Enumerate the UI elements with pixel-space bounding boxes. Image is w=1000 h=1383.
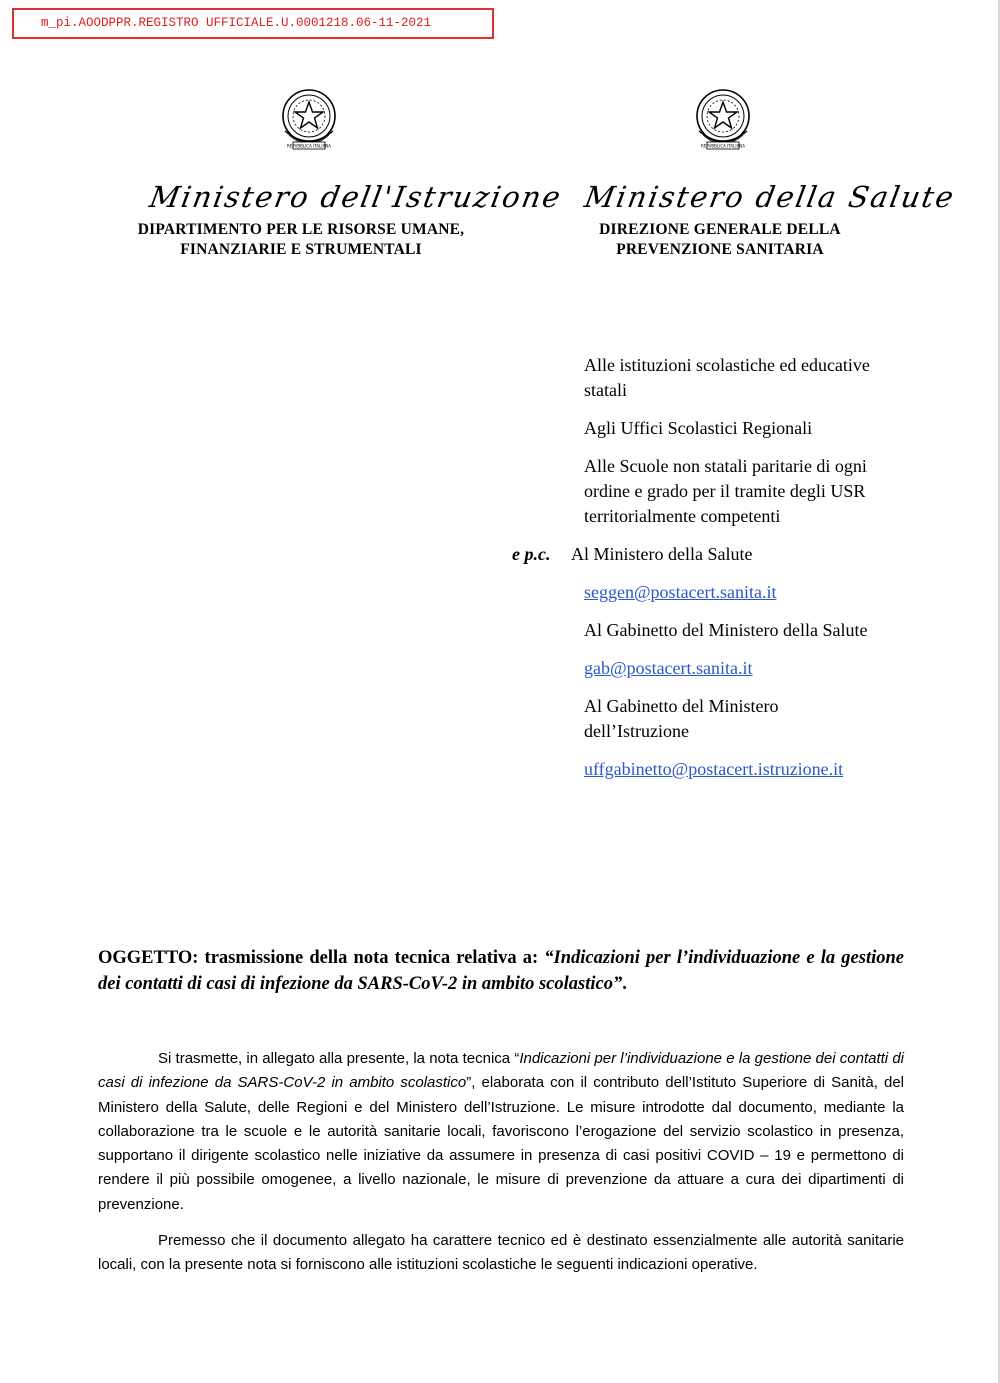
recipient-private-line2: ordine e grado per il tramite degli USR <box>584 481 866 501</box>
recipient-cabinet-edu-line1: Al Gabinetto del Ministero <box>584 696 779 716</box>
subject-end: . <box>622 974 627 994</box>
recipient-ministry-health: Al Ministero della Salute <box>571 544 753 564</box>
email-link-gab[interactable]: gab@postacert.sanita.it <box>584 658 753 678</box>
email-link-seggen[interactable]: seggen@postacert.sanita.it <box>584 582 777 602</box>
department-right-line1: DIREZIONE GENERALE DELLA <box>599 221 841 238</box>
protocol-stamp: m_pi.AOODPPR.REGISTRO UFFICIALE.U.0001218.06-11-2021 <box>12 8 494 39</box>
department-left <box>100 220 502 260</box>
recipient-usr: Agli Uffici Scolastici Regionali <box>584 418 813 438</box>
recipient-schools-line2: statali <box>584 380 627 400</box>
recipient-cabinet-edu-line2: dell’Istruzione <box>584 721 689 741</box>
republic-emblem-right <box>689 85 757 157</box>
recipient-cabinet-education <box>584 694 914 744</box>
recipient-private-schools <box>584 454 914 529</box>
body-paragraph-2: Premesso che il documento allegato ha carattere tecnico ed è destinato essenzialmente alle autorità sanitarie locali, con la presente nota si forniscono alle istituzioni scolastiche le seguenti indicazioni operative. <box>98 1232 904 1274</box>
body-p1-title: Indicazioni per l’individuazione e la gestione dei contatti di casi di infezione da SARS-CoV-2 in ambito scolastico <box>98 1050 904 1092</box>
recipient-cabinet-health: Al Gabinetto del Ministero della Salute <box>584 620 868 640</box>
department-right-line2: PREVENZIONE SANITARIA <box>616 241 824 258</box>
subject-quote: “Indicazioni per l’individuazione e la gestione dei contatti di casi di infezione da SARS-CoV-2 in ambito scolastico” <box>98 948 904 994</box>
recipient-private-line3: territorialmente competenti <box>584 506 781 526</box>
department-left-line2: FINANZIARIE E STRUMENTALI <box>180 241 422 258</box>
body-p1-rest: ”, elaborata con il contributo dell’Istituto Superiore di Sanità, del Ministero della Salute, delle Regioni e del Ministero dell’Istruzione. Le misure introdotte dal documento, mediante la collaborazione tra le scuole e le autorità sanitarie locali, favoriscono l’erogazione del servizio scolastico in presenza, supportano il dirigente scolastico nelle iniziative da assumere in presenza di casi positivi COVID – 19 e permettono di rendere il più possibile omogenee, a livello nazionale, le misure di prevenzione da attuare a cura dei dipartimenti di prevenzione. <box>98 1074 904 1213</box>
republic-emblem-icon <box>275 85 343 157</box>
recipient-schools-line1: Alle istituzioni scolastiche ed educative <box>584 355 870 375</box>
republic-emblem-left <box>275 85 343 157</box>
email-link-uffgabinetto[interactable]: uffgabinetto@postacert.istruzione.it <box>584 759 844 779</box>
svg-text:REPVBBLICA ITALIANA: REPVBBLICA ITALIANA <box>286 143 332 149</box>
ministry-education-title: Ministero dell'Istruzione <box>147 180 565 214</box>
department-left-line1: DIPARTIMENTO PER LE RISORSE UMANE, <box>137 221 465 238</box>
ministry-health-title: Ministero della Salute <box>582 180 958 214</box>
epc-label: e p.c. <box>512 544 551 564</box>
body-paragraph-1 <box>98 1047 904 1217</box>
recipients-block <box>512 353 914 795</box>
recipient-schools <box>584 353 914 403</box>
republic-emblem-icon <box>689 85 757 157</box>
department-right <box>560 220 880 260</box>
subject-line <box>98 945 904 997</box>
svg-text:REPVBBLICA ITALIANA: REPVBBLICA ITALIANA <box>700 143 746 149</box>
subject-label: OGGETTO: trasmissione della nota tecnica relativa a: <box>98 948 539 968</box>
recipient-private-line1: Alle Scuole non statali paritarie di ogni <box>584 456 867 476</box>
body-text <box>98 1047 904 1290</box>
epc-row <box>512 542 914 567</box>
body-p1-start: Si trasmette, in allegato alla presente, la nota tecnica “ <box>158 1050 520 1067</box>
